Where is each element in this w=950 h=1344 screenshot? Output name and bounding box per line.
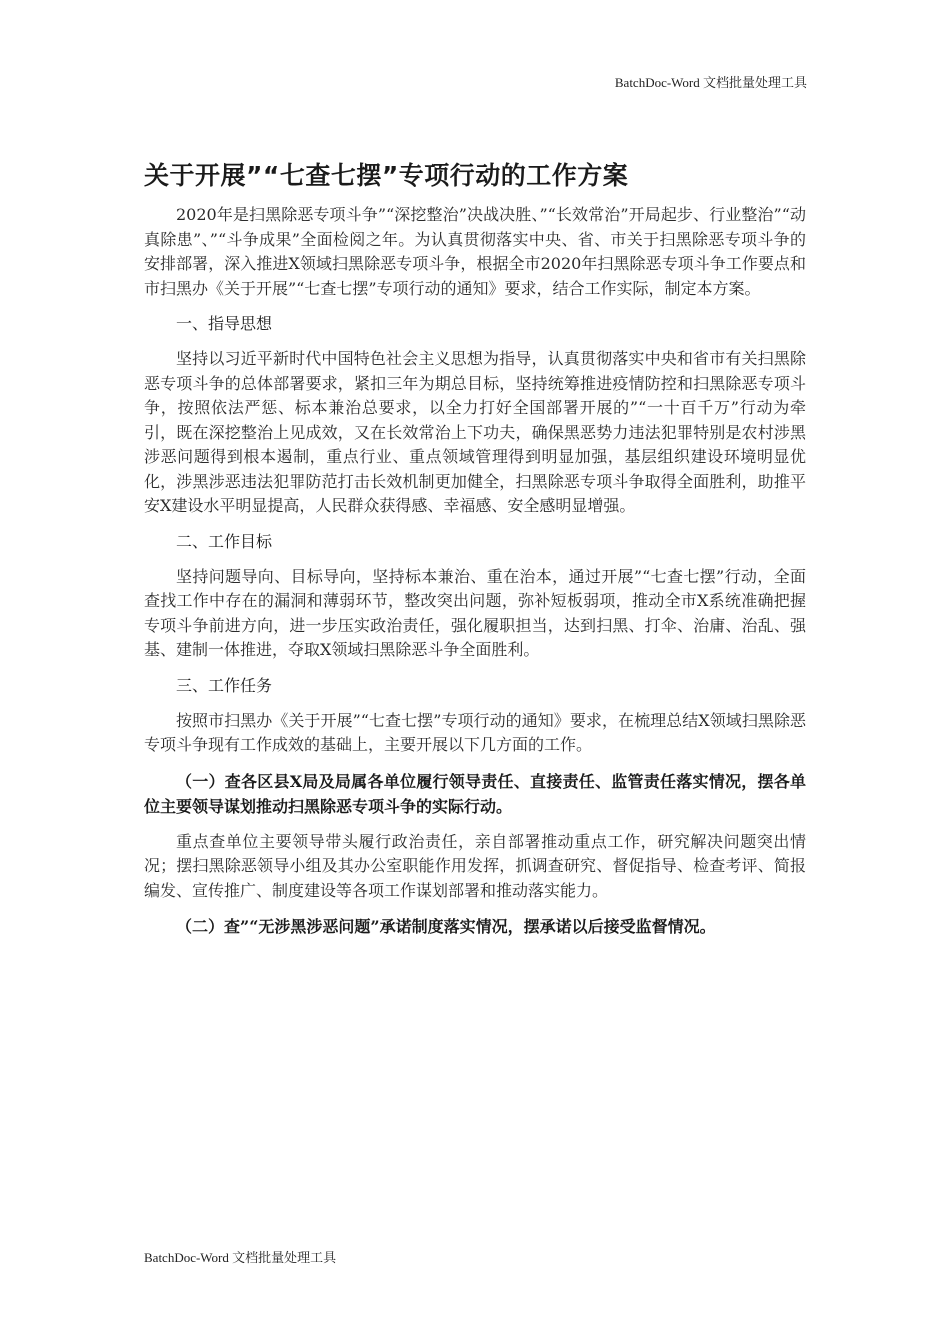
- task-item-1-body: 重点查单位主要领导带头履行政治责任，亲自部署推动重点工作，研究解决问题突出情况；摆扫黑除恶领导小组及其办公室职能作用发挥，抓调查研究、督促指导、检查考评、简报编发、宣传推广、制度建设等各项工作谋划部署和推动落实能力。: [144, 831, 806, 900]
- document-title: 关于开展”“七查七摆”专项行动的工作方案: [144, 161, 629, 190]
- section-heading-guiding-ideology: 一、指导思想: [176, 314, 273, 333]
- section-heading-work-goals: 二、工作目标: [176, 531, 273, 551]
- intro-paragraph: 2020年是扫黑除恶专项斗争”“深挖整治”决战决胜、”“长效常治”开局起步、行业整治”“动真除患”、”“斗争成果”全面检阅之年。为认真贯彻落实中央、省、市关于扫黑除恶专项斗争的安排部署，深入推进X领域扫黑除恶专项斗争，根据全市2020年扫黑除恶专项斗争工作要点和市扫黑办《关于开展”“七查七摆”专项行动的通知》要求，结合工作实际，制定本方案。: [144, 205, 806, 298]
- task-item-2-heading: （二）查”“无涉黑涉恶问题”承诺制度落实情况，摆承诺以后接受监督情况。: [176, 917, 716, 936]
- task-item-1-heading: （一）查各区县X局及局属各单位履行领导责任、直接责任、监管责任落实情况，摆各单位主要领导谋划推动扫黑除恶专项斗争的实际行动。: [144, 771, 806, 816]
- page-header-note: BatchDoc-Word 文档批量处理工具: [614, 75, 807, 90]
- section-heading-work-tasks: 三、工作任务: [176, 675, 273, 695]
- section-body-work-tasks: 按照市扫黑办《关于开展”“七查七摆”专项行动的通知》要求，在梳理总结X领域扫黑除恶专项斗争现有工作成效的基础上，主要开展以下几方面的工作。: [144, 710, 806, 754]
- section-body-work-goals: 坚持问题导向、目标导向，坚持标本兼治、重在治本，通过开展”“七查七摆”行动，全面查找工作中存在的漏洞和薄弱环节，整改突出问题，弥补短板弱项，推动全市X系统准确把握专项斗争前进方向，进一步压实政治责任，强化履职担当，达到扫黑、打伞、治庸、治乱、强基、建制一体推进，夺取X领域扫黑除恶斗争全面胜利。: [144, 566, 806, 659]
- document-body: [144, 155, 806, 950]
- page-footer-note: BatchDoc-Word 文档批量处理工具: [144, 1250, 337, 1265]
- section-body-guiding-ideology: 坚持以习近平新时代中国特色社会主义思想为指导，认真贯彻落实中央和省市有关扫黑除恶专项斗争的总体部署要求，紧扣三年为期总目标，坚持统筹推进疫情防控和扫黑除恶专项斗争，按照依法严惩、标本兼治总要求，以全力打好全国部署开展的”“一十百千万”行动为牵引，既在深挖整治上见成效，又在长效常治上下功夫，确保黑恶势力违法犯罪特别是农村涉黑涉恶问题得到根本遏制，重点行业、重点领域管理得到明显加强，基层组织建设环境明显优化，涉黑涉恶违法犯罪防范打击长效机制更加健全，扫黑除恶专项斗争取得全面胜利，助推平安X建设水平明显提高，人民群众获得感、幸福感、安全感明显增强。: [144, 349, 806, 515]
